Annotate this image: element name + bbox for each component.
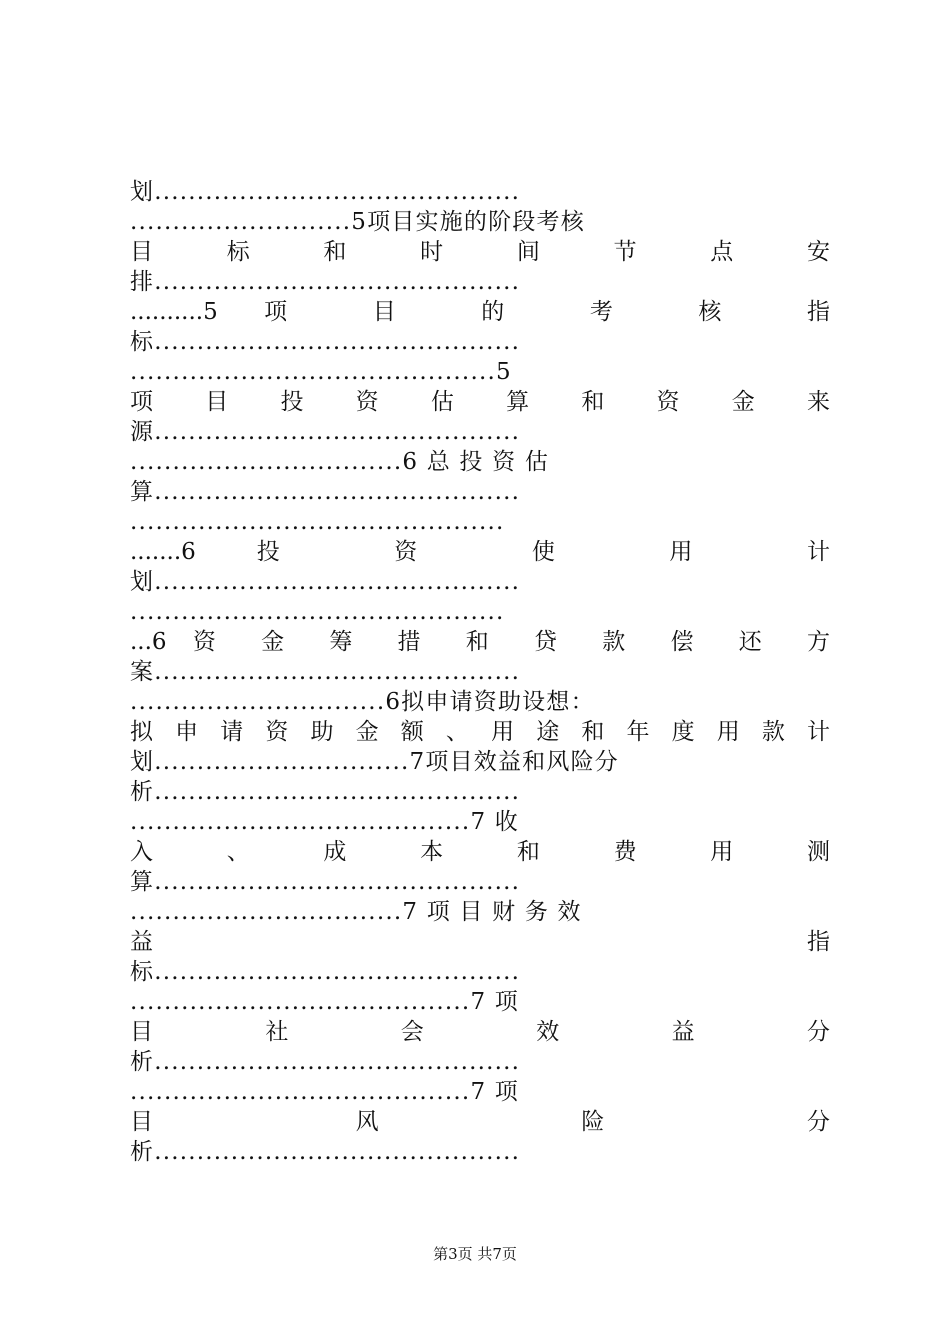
toc-line: 析........................................... bbox=[130, 779, 521, 805]
toc-line: ..........5 项 目 的 考 核 指 bbox=[130, 299, 830, 325]
toc-line: 划..............................7项目效益和风险分 bbox=[130, 749, 619, 775]
toc-line: 目 标 和 时 间 节 点 安 bbox=[130, 239, 830, 265]
toc-line: 拟 申 请 资 助 金 额 、 用 途 和 年 度 用 款 计 bbox=[130, 719, 830, 745]
toc-line: ............................................ bbox=[130, 509, 505, 535]
page-number-footer: 第3页 共7页 bbox=[433, 1245, 517, 1263]
toc-line: 益 指 bbox=[130, 929, 830, 955]
toc-line: ................................7 项 目 财 务 效 bbox=[130, 899, 582, 925]
toc-line: ........................................7 收 bbox=[130, 809, 519, 835]
table-of-contents bbox=[130, 177, 830, 1167]
toc-line: ..........................5项目实施的阶段考核 bbox=[130, 209, 585, 235]
toc-line: 划........................................... bbox=[130, 179, 521, 205]
toc-line: 项 目 投 资 估 算 和 资 金 来 bbox=[130, 389, 830, 415]
toc-line: 源........................................... bbox=[130, 419, 521, 445]
toc-line: 算........................................... bbox=[130, 479, 521, 505]
toc-line: 标........................................... bbox=[130, 329, 521, 355]
toc-line: 入 、 成 本 和 费 用 测 bbox=[130, 839, 830, 865]
toc-line: ...........................................5 bbox=[130, 359, 512, 385]
toc-line: ...6 资 金 筹 措 和 贷 款 偿 还 方 bbox=[130, 629, 830, 655]
toc-line: ........................................7 项 bbox=[130, 1079, 519, 1105]
toc-line: ............................................ bbox=[130, 599, 505, 625]
toc-line: 析........................................... bbox=[130, 1139, 521, 1165]
toc-line: 算........................................... bbox=[130, 869, 521, 895]
toc-line: ..............................6拟申请资助设想： bbox=[130, 689, 595, 715]
toc-line: 析........................................... bbox=[130, 1049, 521, 1075]
toc-line: ................................6 总 投 资 估 bbox=[130, 449, 550, 475]
toc-line: 标........................................... bbox=[130, 959, 521, 985]
toc-line: 划........................................... bbox=[130, 569, 521, 595]
toc-line: .......6 投 资 使 用 计 bbox=[130, 539, 830, 565]
toc-line: 目 风 险 分 bbox=[130, 1109, 830, 1135]
toc-line: 排........................................... bbox=[130, 269, 521, 295]
toc-line: 案........................................... bbox=[130, 659, 521, 685]
toc-line: ........................................7 项 bbox=[130, 989, 519, 1015]
toc-line: 目 社 会 效 益 分 bbox=[130, 1019, 830, 1045]
